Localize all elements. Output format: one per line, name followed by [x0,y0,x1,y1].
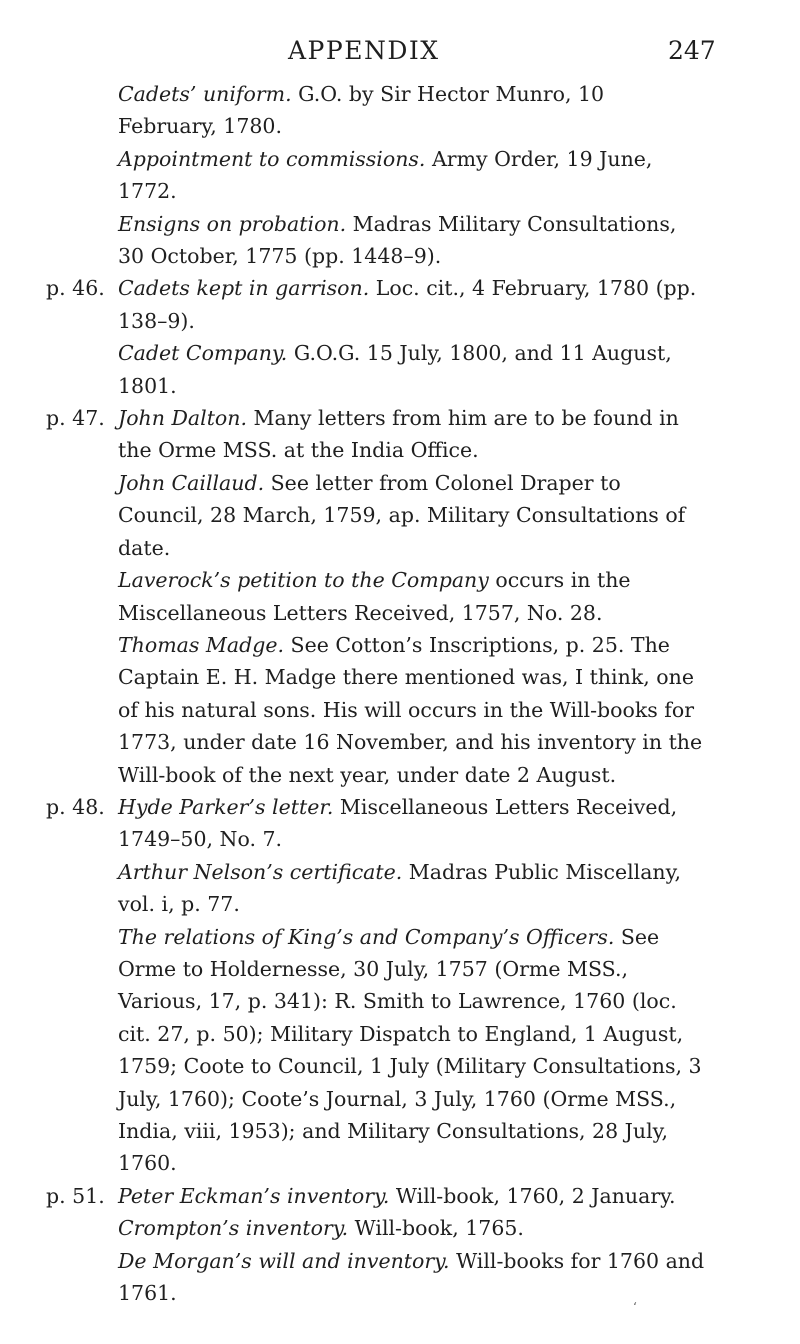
note-topic: Arthur Nelson’s certificate. [118,859,403,884]
note-topic: Hyde Parker’s letter. [118,794,334,819]
note-text: Will-book, 1760, 2 January. [389,1183,676,1208]
note-topic: The relations of King’s and Company’s Officers. [118,924,615,949]
note-text: Will-book, 1765. [348,1216,524,1241]
note-entry [0,921,800,1180]
note-topic: Ensigns on probation. [118,211,347,236]
note-text: occurs in the Miscellaneous Letters Received, 1757, No. 28. [118,568,631,625]
note-text: See Orme to Holdernesse, 30 July, 1757 (Orme MSS., Various, 17, p. 341): R. Smith to Lawrence, 1760 (loc. cit. 27, p. 50); Military Dispatch to England, 1 August, 1759; Coote to Council, 1 July (Military Consultations, 3 July, 1760); Coote’s Journal, 3 July, 1760 (Orme MSS., India, viii, 1953); and Military Consultations, 28 July, 1760. [118,924,702,1176]
note-entry [0,629,800,791]
note-text: Miscellaneous Letters Received, 1749–50, No. 7. [118,794,678,852]
note-text: See letter from Colonel Draper to Council, 28 March, 1759, ap. Military Consultations of date. [118,470,686,560]
page-reference: p. 51. [46,1183,105,1208]
page-reference: p. 47. [46,406,105,431]
page-header [0,36,800,70]
note-topic: Cadets’ uniform. [118,82,292,106]
page-reference: p. 48. [46,794,105,819]
note-entry [0,791,800,856]
note-entry [0,564,800,629]
note-text: G.O. by Sir Hector Munro, 10 February, 1780. [118,82,605,139]
note-topic: John Dalton. [118,406,247,431]
note-topic: Laverock’s petition to the Company [118,568,489,593]
note-entry [0,143,800,208]
note-text: G.O.G. 15 July, 1800, and 11 August, 1801. [118,341,672,398]
note-text: Will-books for 1760 and 1761. [118,1248,705,1306]
note-topic: Peter Eckman’s inventory. [118,1183,390,1208]
running-title: APPENDIX [288,36,440,65]
note-entry [0,337,800,402]
page-reference: p. 46. [46,276,105,301]
note-topic: Cadets kept in garrison. [118,276,370,301]
note-entry [0,1212,800,1244]
note-text: See Cotton’s Inscriptions, p. 25. The Captain E. H. Madge there mentioned was, I think, one of his natural sons. His will occurs in the Will-books for 1773, under date 16 November, and his inventory in the Will-book of the next year, under date 2 August. [118,632,703,787]
stray-mark: ‘ [633,1300,637,1314]
appendix-notes [0,78,800,1309]
note-entry [0,1245,800,1310]
note-topic: John Caillaud. [118,470,265,495]
note-text: Many letters from him are to be found in the Orme MSS. at the India Office. [118,406,679,463]
note-entry [0,402,800,467]
note-text: Army Order, 19 June, 1772. [118,146,653,204]
note-topic: Crompton’s inventory. [118,1216,349,1241]
note-entry [0,78,800,143]
note-topic: Thomas Madge. [118,632,285,657]
note-entry [0,467,800,564]
note-entry [0,856,800,921]
note-entry [0,1180,800,1212]
note-topic: De Morgan’s will and inventory. [118,1248,450,1273]
note-text: Madras Public Miscellany, vol. i, p. 77. [118,859,682,917]
note-text: Madras Military Consultations, 30 October, 1775 (pp. 1448–9). [118,211,677,269]
note-topic: Appointment to commissions. [118,146,426,171]
note-text: Loc. cit., 4 February, 1780 (pp. 138–9). [118,276,697,333]
note-entry [0,208,800,273]
page-number: 247 [668,36,716,65]
note-topic: Cadet Company. [118,341,288,366]
note-entry [0,272,800,337]
